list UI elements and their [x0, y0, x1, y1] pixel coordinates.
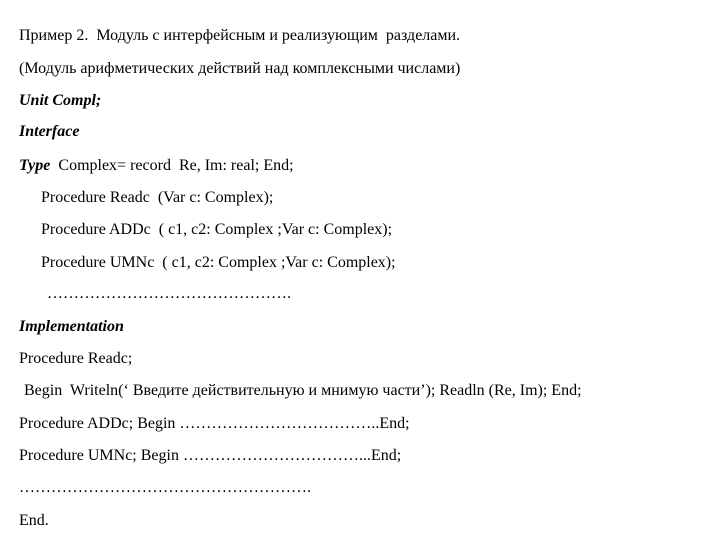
impl-readc-header: Procedure Readc; [19, 350, 133, 367]
unit-end: End. [19, 512, 49, 529]
type-keyword: Type [19, 157, 51, 174]
unit-declaration: Unit Compl; [19, 92, 102, 109]
proc-readc-declaration: Procedure Readc (Var c: Complex); [41, 189, 274, 206]
proc-umnc-declaration: Procedure UMNc ( c1, c2: Complex ;Var c: Complex); [41, 254, 396, 271]
proc-addc-declaration: Procedure ADDc ( c1, c2: Complex ;Var c: Complex); [41, 221, 393, 238]
impl-readc-body: Begin Writeln(‘ Введите действительную и мнимую части’); Readln (Re, Im); End; [24, 382, 582, 399]
document-subtitle: (Модуль арифметических действий над комплексными числами) [19, 60, 461, 77]
implementation-keyword: Implementation [19, 318, 124, 335]
impl-umnc: Procedure UMNc; Begin ……………………………...End; [19, 447, 402, 464]
type-declaration-line [19, 156, 294, 176]
impl-addc: Procedure ADDc; Begin ………………………………..End; [19, 415, 410, 432]
document-title: Пример 2. Модуль с интерфейсным и реализующим разделами. [19, 27, 461, 44]
interface-keyword: Interface [19, 123, 80, 140]
implementation-ellipsis: ………………………………………………. [19, 479, 311, 496]
type-declaration: Complex= record Re, Im: real; End; [50, 157, 294, 174]
interface-ellipsis: ………………………………………. [47, 285, 291, 302]
